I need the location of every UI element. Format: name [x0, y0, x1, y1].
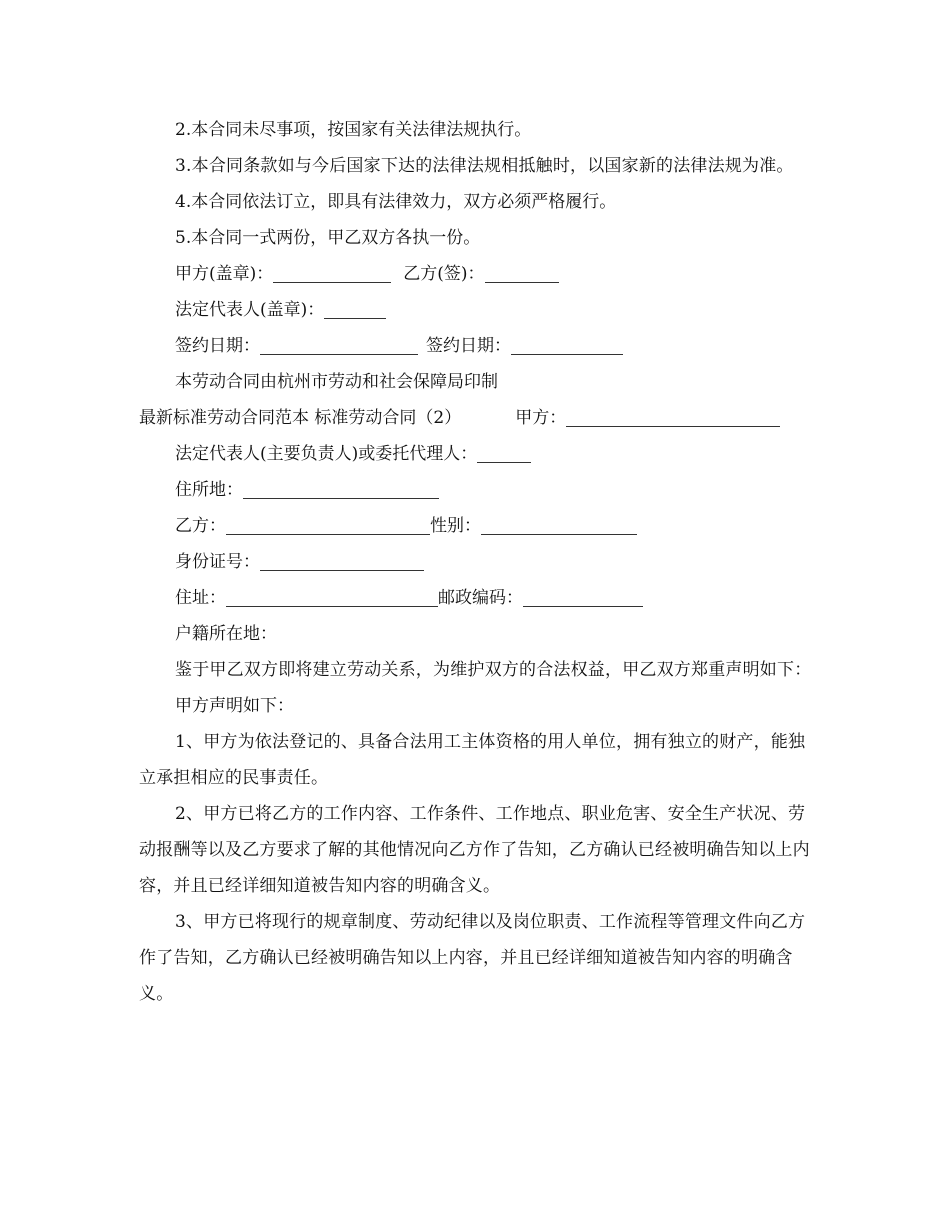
party-a-declaration-title: 甲方声明如下：	[175, 696, 294, 716]
party-b-label: 乙方：	[175, 516, 226, 536]
clause-5: 5.本合同一式两份，甲乙双方各执一份。	[175, 228, 481, 248]
gender-blank	[481, 512, 637, 535]
signature-row-parties	[139, 256, 819, 292]
sign-date-b-blank	[511, 332, 623, 355]
party-b-blank	[226, 512, 430, 535]
clause-4: 4.本合同依法订立，即具有法律效力，双方必须严格履行。	[175, 192, 617, 212]
household-label: 户籍所在地：	[175, 624, 277, 644]
legal-rep-seal-label: 法定代表人(盖章)：	[175, 300, 325, 320]
legal-rep-label: 法定代表人(主要负责人)或委托代理人：	[175, 444, 478, 464]
postcode-label: 邮政编码：	[438, 588, 523, 608]
party-a-label: 甲方：	[515, 408, 567, 428]
clause-3: 3.本合同条款如与今后国家下达的法律法规相抵触时，以国家新的法律法规为准。	[175, 156, 794, 176]
second-contract-heading: 最新标准劳动合同范本 标准劳动合同（2）	[139, 408, 462, 428]
residence-blank	[243, 476, 439, 499]
party-a-seal-label: 甲方(盖章)：	[175, 264, 274, 284]
address-row	[139, 580, 819, 616]
contract-document	[139, 112, 819, 1012]
second-contract-heading-row	[139, 400, 819, 436]
party-a-blank	[566, 404, 780, 427]
id-blank	[260, 548, 424, 571]
declaration-intro: 鉴于甲乙双方即将建立劳动关系，为维护双方的合法权益，甲乙双方郑重声明如下：	[175, 660, 812, 680]
id-row	[139, 544, 819, 580]
legal-rep-seal-blank	[324, 296, 386, 319]
address-blank	[226, 584, 438, 607]
declaration-item-1: 1、甲方为依法登记的、具备合法用工主体资格的用人单位，拥有独立的财产，能独立承担相应的民事责任。	[139, 732, 806, 788]
declaration-item-3: 3、甲方已将现行的规章制度、劳动纪律以及岗位职责、工作流程等管理文件向乙方作了告知，乙方确认已经被明确告知以上内容，并且已经详细知道被告知内容的明确含义。	[139, 912, 806, 1004]
printed-by-note: 本劳动合同由杭州市劳动和社会保障局印制	[175, 372, 498, 392]
legal-rep-row	[139, 436, 819, 472]
sign-date-b-label: 签约日期：	[426, 336, 511, 356]
residence-label: 住所地：	[175, 480, 243, 500]
gender-label: 性别：	[430, 516, 481, 536]
party-b-sign-label: 乙方(签)：	[403, 264, 485, 284]
party-a-seal-blank	[273, 260, 391, 283]
legal-rep-blank	[477, 440, 531, 463]
household-row	[139, 616, 819, 652]
declaration-item-2: 2、甲方已将乙方的工作内容、工作条件、工作地点、职业危害、安全生产状况、劳动报酬等以及乙方要求了解的其他情况向乙方作了告知，乙方确认已经被明确告知以上内容，并且已经详细知道被告知内容的明确含义。	[139, 804, 810, 896]
residence-row	[139, 472, 819, 508]
sign-date-a-label: 签约日期：	[175, 336, 260, 356]
address-label: 住址：	[175, 588, 226, 608]
postcode-blank	[523, 584, 643, 607]
signature-row-dates	[139, 328, 819, 364]
id-label: 身份证号：	[175, 552, 260, 572]
party-b-row	[139, 508, 819, 544]
clause-2: 2.本合同未尽事项，按国家有关法律法规执行。	[175, 120, 532, 140]
party-b-sign-blank	[485, 260, 559, 283]
sign-date-a-blank	[260, 332, 418, 355]
signature-row-legal-rep	[139, 292, 819, 328]
